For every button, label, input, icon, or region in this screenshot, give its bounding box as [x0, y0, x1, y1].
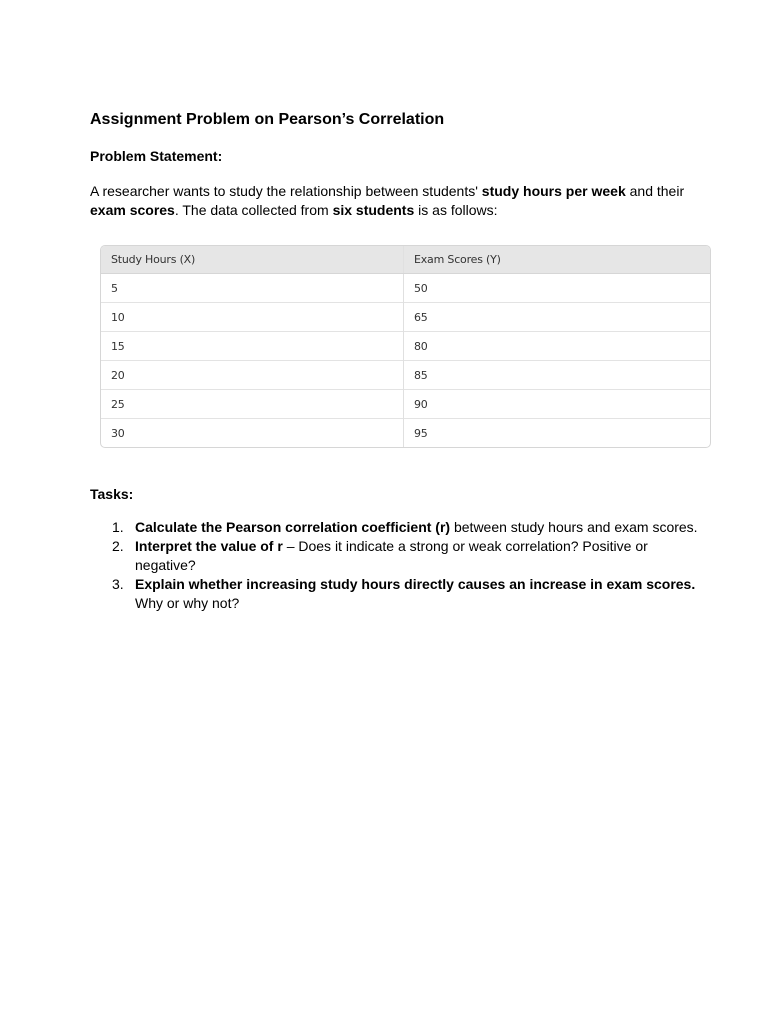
task-text: – Does it indicate a strong or weak correlation? Positive or negative?: [135, 538, 648, 573]
list-item: [90, 575, 710, 613]
problem-statement-heading: Problem Statement:: [90, 148, 223, 164]
column-header-study-hours: Study Hours (X): [101, 246, 404, 274]
task-bold-text: Calculate the Pearson correlation coefficient (r): [135, 519, 451, 535]
task-text: Why or why not?: [135, 595, 240, 611]
intro-paragraph: [90, 182, 710, 220]
table-header-row: [101, 246, 710, 274]
intro-text-4: is as follows:: [414, 202, 498, 218]
cell-study-hours: 15: [101, 332, 404, 361]
data-table: [101, 246, 710, 447]
tasks-heading: Tasks:: [90, 486, 134, 502]
list-item: [90, 518, 710, 537]
cell-study-hours: 30: [101, 419, 404, 448]
document-page: [90, 109, 710, 613]
data-table-container: [100, 245, 711, 448]
cell-exam-score: 95: [404, 419, 711, 448]
intro-bold-study-hours: study hours per week: [481, 183, 626, 199]
cell-exam-score: 90: [404, 390, 711, 419]
table-row: [101, 419, 710, 448]
tasks-list: [90, 518, 710, 613]
list-item-number: 2.: [112, 538, 124, 554]
cell-study-hours: 20: [101, 361, 404, 390]
task-text: between study hours and exam scores.: [450, 519, 698, 535]
document-title: Assignment Problem on Pearson’s Correlation: [90, 111, 445, 128]
table-row: [101, 361, 710, 390]
intro-text-3: . The data collected from: [174, 202, 333, 218]
cell-study-hours: 10: [101, 303, 404, 332]
table-row: [101, 390, 710, 419]
cell-study-hours: 25: [101, 390, 404, 419]
list-item-number: 3.: [112, 576, 124, 592]
intro-bold-six-students: six students: [332, 202, 415, 218]
intro-text-1: A researcher wants to study the relationship between students': [90, 183, 482, 199]
cell-exam-score: 85: [404, 361, 711, 390]
cell-exam-score: 65: [404, 303, 711, 332]
column-header-exam-scores: Exam Scores (Y): [404, 246, 711, 274]
table-row: [101, 303, 710, 332]
task-bold-text: Explain whether increasing study hours directly causes an increase in exam scores.: [135, 576, 696, 592]
cell-exam-score: 50: [414, 281, 428, 295]
intro-bold-exam-scores: exam scores: [90, 202, 175, 218]
list-item-number: 1.: [112, 519, 124, 535]
cell-exam-score: 80: [404, 332, 711, 361]
cell-study-hours: 5: [101, 274, 404, 303]
table-row: [101, 332, 710, 361]
task-bold-text: Interpret the value of r: [135, 538, 283, 554]
list-item: [90, 537, 710, 575]
table-row: [101, 274, 710, 303]
intro-text-2: and their: [625, 183, 685, 199]
